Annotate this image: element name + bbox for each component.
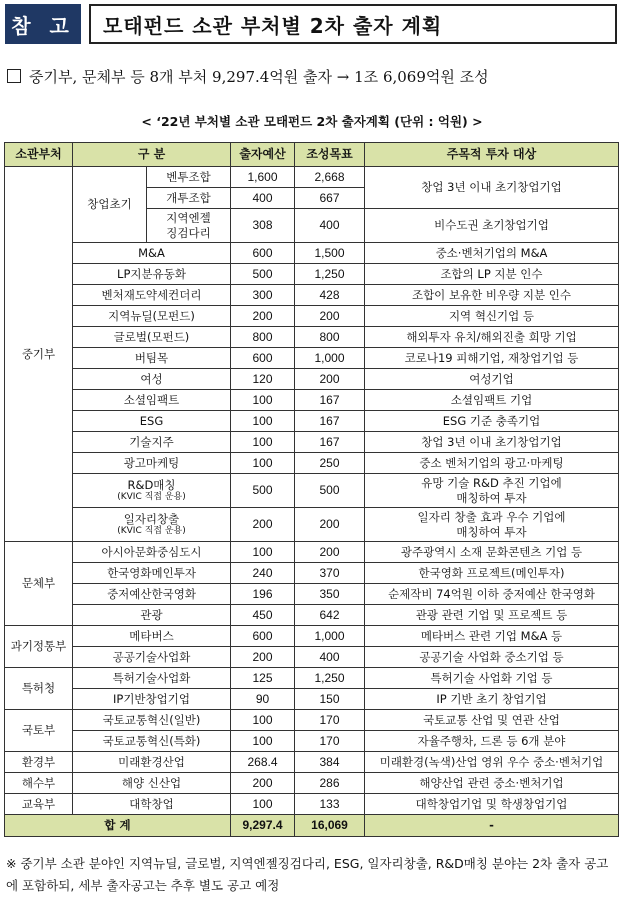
target-cell: 286 [295,773,365,794]
focus-cell: 지역 혁신기업 등 [365,306,619,327]
target-cell: 800 [295,327,365,348]
budget-cell: 100 [231,390,295,411]
focus-cell: 대학창업기업 및 학생창업기업 [365,794,619,815]
focus-cell: 특허기술 사업화 기업 등 [365,668,619,689]
focus-cell: 중소·벤처기업의 M&A [365,243,619,264]
table-row [5,390,619,411]
table-header-row [5,143,619,167]
ministry-cell: 특허청 [5,668,73,710]
table-row [5,243,619,264]
category-cell: LP지분유동화 [73,264,231,285]
category-cell: 메타버스 [73,626,231,647]
budget-cell: 100 [231,794,295,815]
category-cell: 아시아문화중심도시 [73,542,231,563]
summary-text: 중기부, 문체부 등 8개 부처 9,297.4억원 출자 → 1조 6,069억원 조성 [29,68,489,86]
table-row [5,508,619,542]
category-cell: 글로벌(모펀드) [73,327,231,348]
table-row [5,626,619,647]
category-cell: 국토교통혁신(일반) [73,710,231,731]
ministry-cell: 교육부 [5,794,73,815]
target-cell: 400 [295,209,365,243]
target-cell: 667 [295,188,365,209]
total-budget: 9,297.4 [231,815,295,837]
category-cell: 해양 신산업 [73,773,231,794]
table-row [5,752,619,773]
focus-cell: 광주광역시 소재 문화콘텐츠 기업 등 [365,542,619,563]
table-row [5,411,619,432]
target-cell: 350 [295,584,365,605]
table-row [5,668,619,689]
focus-cell: ESG 기준 충족기업 [365,411,619,432]
ministry-cell: 환경부 [5,752,73,773]
checkbox-bullet-icon [7,69,21,83]
table-row [5,731,619,752]
budget-cell: 300 [231,285,295,306]
target-cell: 2,668 [295,167,365,188]
target-cell: 170 [295,731,365,752]
budget-cell: 100 [231,731,295,752]
table-row [5,264,619,285]
budget-cell: 800 [231,327,295,348]
category-cell: 미래환경산업 [73,752,231,773]
header-budget: 출자예산 [231,143,295,167]
budget-cell: 500 [231,474,295,508]
header-target: 조성목표 [295,143,365,167]
focus-cell: 국토교통 산업 및 연관 산업 [365,710,619,731]
target-cell: 167 [295,432,365,453]
category-cell: 공공기술사업화 [73,647,231,668]
category-sublabel: (KVIC 직접 운용) [117,526,186,537]
target-cell: 1,000 [295,348,365,369]
category-cell: IP기반창업기업 [73,689,231,710]
budget-cell: 200 [231,773,295,794]
budget-cell: 240 [231,563,295,584]
category-cell: 한국영화메인투자 [73,563,231,584]
total-label: 합 계 [5,815,231,837]
target-cell: 400 [295,647,365,668]
target-cell: 1,000 [295,626,365,647]
budget-cell: 100 [231,432,295,453]
budget-cell: 600 [231,626,295,647]
focus-cell: 한국영화 프로젝트(메인투자) [365,563,619,584]
table-row [5,563,619,584]
budget-cell: 100 [231,542,295,563]
footnote: ※ 중기부 소관 분야인 지역뉴딜, 글로벌, 지역엔젤징검다리, ESG, 일자리창출, R&D매칭 분야는 2차 출자 공고에 포함하되, 세부 출자공고는 추후 별도 공고 예정 [6,856,609,893]
table-row [5,327,619,348]
target-cell: 250 [295,453,365,474]
target-cell: 1,250 [295,264,365,285]
total-focus: - [365,815,619,837]
budget-cell: 308 [231,209,295,243]
target-cell: 150 [295,689,365,710]
table-row [5,773,619,794]
focus-cell: 순제작비 74억원 이하 중저예산 한국영화 [365,584,619,605]
budget-cell: 600 [231,243,295,264]
category-cell: 기술지주 [73,432,231,453]
table-row [5,542,619,563]
ministry-cell: 문체부 [5,542,73,626]
category-sublabel: (KVIC 직접 운용) [117,492,186,503]
table-body [5,167,619,837]
budget-cell: 1,600 [231,167,295,188]
focus-cell: 해외투자 유치/해외진출 희망 기업 [365,327,619,348]
budget-cell: 200 [231,647,295,668]
focus-cell: 코로나19 피해기업, 재창업기업 등 [365,348,619,369]
table-row [5,453,619,474]
target-cell: 370 [295,563,365,584]
budget-cell: 90 [231,689,295,710]
table-row [5,432,619,453]
table-caption: < ‘22년 부처별 소관 모태펀드 2차 출자계획 (단위 : 억원) > [141,114,483,129]
target-cell: 428 [295,285,365,306]
focus-cell: 공공기술 사업화 중소기업 등 [365,647,619,668]
header-focus: 주목적 투자 대상 [365,143,619,167]
category-cell: 지역뉴딜(모펀드) [73,306,231,327]
target-cell: 200 [295,508,365,542]
category-cell: 광고마케팅 [73,453,231,474]
page-header [5,4,617,44]
category-cell: 여성 [73,369,231,390]
ministry-cell: 과기정통부 [5,626,73,668]
target-cell: 384 [295,752,365,773]
budget-cell: 100 [231,411,295,432]
focus-cell: 소셜임팩트 기업 [365,390,619,411]
category-cell: 지역엔젤 징검다리 [147,209,231,243]
focus-cell: 자율주행차, 드론 등 6개 분야 [365,731,619,752]
investment-plan-table [4,142,619,837]
target-cell: 642 [295,605,365,626]
focus-cell: 여성기업 [365,369,619,390]
focus-cell: 중소 벤처기업의 광고·마케팅 [365,453,619,474]
category-cell [73,474,231,508]
total-row [5,815,619,837]
budget-cell: 196 [231,584,295,605]
category-cell: 개투조합 [147,188,231,209]
category-label: 일자리창출 [123,511,180,526]
budget-cell: 200 [231,508,295,542]
budget-cell: 400 [231,188,295,209]
category-cell: 소셜임팩트 [73,390,231,411]
table-row [5,369,619,390]
table-row [5,306,619,327]
category-cell: M&A [73,243,231,264]
focus-cell: 조합의 LP 지분 인수 [365,264,619,285]
table-row [5,710,619,731]
category-cell: 관광 [73,605,231,626]
table-row [5,474,619,508]
page-title: 모태펀드 소관 부처별 2차 출자 계획 [89,4,617,44]
category-cell: 대학창업 [73,794,231,815]
category-cell [73,508,231,542]
summary-line [7,66,619,87]
table-row [5,689,619,710]
ministry-cell: 중기부 [5,167,73,542]
budget-cell: 268.4 [231,752,295,773]
category-cell: 중저예산한국영화 [73,584,231,605]
focus-cell: 창업 3년 이내 초기창업기업 [365,432,619,453]
category-cell: 버팀목 [73,348,231,369]
target-cell: 167 [295,390,365,411]
ministry-cell: 국토부 [5,710,73,752]
focus-cell: IP 기반 초기 창업기업 [365,689,619,710]
focus-cell: 일자리 창출 효과 우수 기업에 매칭하여 투자 [365,508,619,542]
category-cell: 국토교통혁신(특화) [73,731,231,752]
focus-cell: 조합이 보유한 비우량 지분 인수 [365,285,619,306]
table-row [5,647,619,668]
category-cell: 특허기술사업화 [73,668,231,689]
header-ministry: 소관부처 [5,143,73,167]
focus-cell: 창업 3년 이내 초기창업기업 [365,167,619,209]
budget-cell: 500 [231,264,295,285]
reference-tag: 참 고 [5,4,81,44]
table-row [5,348,619,369]
budget-cell: 100 [231,710,295,731]
budget-cell: 125 [231,668,295,689]
budget-cell: 200 [231,306,295,327]
ministry-cell: 해수부 [5,773,73,794]
table-row [5,584,619,605]
target-cell: 500 [295,474,365,508]
target-cell: 167 [295,411,365,432]
table-row [5,794,619,815]
table-row [5,167,619,188]
budget-cell: 600 [231,348,295,369]
category-group-cell: 창업초기 [73,167,147,243]
table-row [5,285,619,306]
focus-cell: 관광 관련 기업 및 프로젝트 등 [365,605,619,626]
budget-cell: 100 [231,453,295,474]
budget-cell: 450 [231,605,295,626]
focus-cell: 해양산업 관련 중소·벤처기업 [365,773,619,794]
target-cell: 1,500 [295,243,365,264]
target-cell: 200 [295,369,365,390]
category-cell: 벤투조합 [147,167,231,188]
category-label: R&D매칭 [127,477,176,492]
category-cell: 벤처재도약세컨더리 [73,285,231,306]
focus-cell: 유망 기술 R&D 추진 기업에 매칭하여 투자 [365,474,619,508]
budget-cell: 120 [231,369,295,390]
table-row [5,605,619,626]
header-category: 구 분 [73,143,231,167]
focus-cell: 비수도권 초기창업기업 [365,209,619,243]
target-cell: 200 [295,542,365,563]
focus-cell: 미래환경(녹색)산업 영위 우수 중소·벤처기업 [365,752,619,773]
category-cell: ESG [73,411,231,432]
focus-cell: 메타버스 관련 기업 M&A 등 [365,626,619,647]
target-cell: 133 [295,794,365,815]
target-cell: 1,250 [295,668,365,689]
target-cell: 170 [295,710,365,731]
total-target: 16,069 [295,815,365,837]
target-cell: 200 [295,306,365,327]
